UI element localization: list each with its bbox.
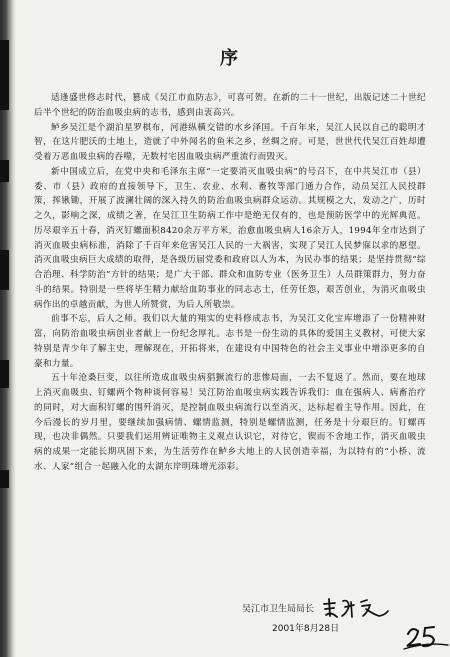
handwritten-signature (321, 596, 391, 620)
signatory-title: 吴江市卫生局局长 (242, 604, 315, 615)
document-title: 序 (220, 48, 240, 69)
paragraph-4: 前事不忘，后人之师。我们以大量的翔实的史料修成志书，为吴江文化宝库增添了一份精神财富，向防治血吸虫病创业者献上一份纪念厚礼。志书是一份生动的具体的爱国主义教材，可使大家特别是青少年了解主史，理解现在，开拓将来，在建设有中国特色的社会主义事业中增添更多的自豪和力量。 (34, 314, 426, 369)
handwritten-page-number (402, 622, 450, 652)
binding-shadow (0, 470, 9, 488)
book-binding-edge (0, 0, 16, 657)
paragraph-1: 适逢盛世修志时代，篡成《吴江市血防志》，可喜可贺。在新的二十一世纪，出版记述二十世纪后半个世纪的防治血吸虫病的志书，感到由衷高兴。 (34, 93, 426, 118)
document-date: 2001年8月28日 (272, 624, 340, 634)
binding-shadow (0, 160, 9, 182)
document-body (34, 91, 426, 475)
paragraph-2: 鲈乡吴江是个湖泊星罗棋布，河港纵横交错的水乡泽国。千百年来，吴江人民以自己的聪明才智，在这片肥沃的土地上，造就了中外闻名的鱼米之乡，丝绸之府。可是，世世代代吴江百姓却遭受着万恶血吸虫病的吞噬，无数村宅因血吸虫病严重流行而毁灭。 (34, 122, 426, 162)
signature-block (242, 596, 422, 620)
document-page (30, 0, 430, 657)
binding-shadow (0, 250, 9, 290)
binding-shadow (0, 360, 9, 388)
paragraph-5: 五十年沧桑巨变，以往所造成血吸虫病猖獗流行的悲惨局面，一去不复返了。然而，要在地球上消灭血吸虫、钉螺两个物种谈何容易！吴江防治血吸虫病实践告诉我们：血在强病人、病畜治疗的同时，对大面积钉螺的围歼消灭，是控制血吸虫病流行以至消灭，达标起着主导作用。因此，在今后漫长的岁月里，要继续加强病情、螺情监测，特别是螺情监测，任务是十分艰巨的。钉螺再现，也决非偶然。只要我们运用辨证唯物主义观点认识它，对待它，锲而不舍地工作，消灭血吸虫病的成果一定能长期巩固下来，为生活劳作在鲈乡大地上的人民创造幸福，为以特有的“小桥、流水、人家”组合一起融入化的太湖东岸明珠增光添彩。 (34, 373, 426, 472)
binding-shadow (0, 40, 9, 110)
paragraph-3: 新中国成立后，在党中央和毛泽东主席“一定要消灭血吸虫病”的号召下，在中共吴江市（县）委、市（县）政府的直接领导下，卫生、农业、水利、畜牧等部门通力合作，动员吴江人民投群策，挥锹锄，开展了波澜壮阔的深入持久的防治血吸虫病群众运动。其规模之大，发动之广，历时之久，影响之深，成绩之著，在吴江卫生防病工作中是绝无仅有的，也是预防医学中的光辉典范。历尽艰辛五十春，消灭钉螺面积8420余万平方米，治愈血吸虫病人16余万人，1994年全市达到了消灭血吸虫病标准，消除了千百年来危害吴江人民的一大祸害，实现了吴江人民梦寐以求的愿望。消灭血吸虫病巨大成绩的取得，是各级历届党委和政府以人为本，为民办事的结果；是坚持贯彻“综合治理、科学防治”方针的结果；是广大干部、群众和血防专业（医务卫生）人员群策群力，努力奋斗的结果。特别是一些将毕生精力献给血防事业的同志志士，任劳任怨，艰苦创业，为消灭血吸虫病作出的卓越贡献，为世人所赞赏，为后人所敬崇。 (34, 166, 426, 310)
